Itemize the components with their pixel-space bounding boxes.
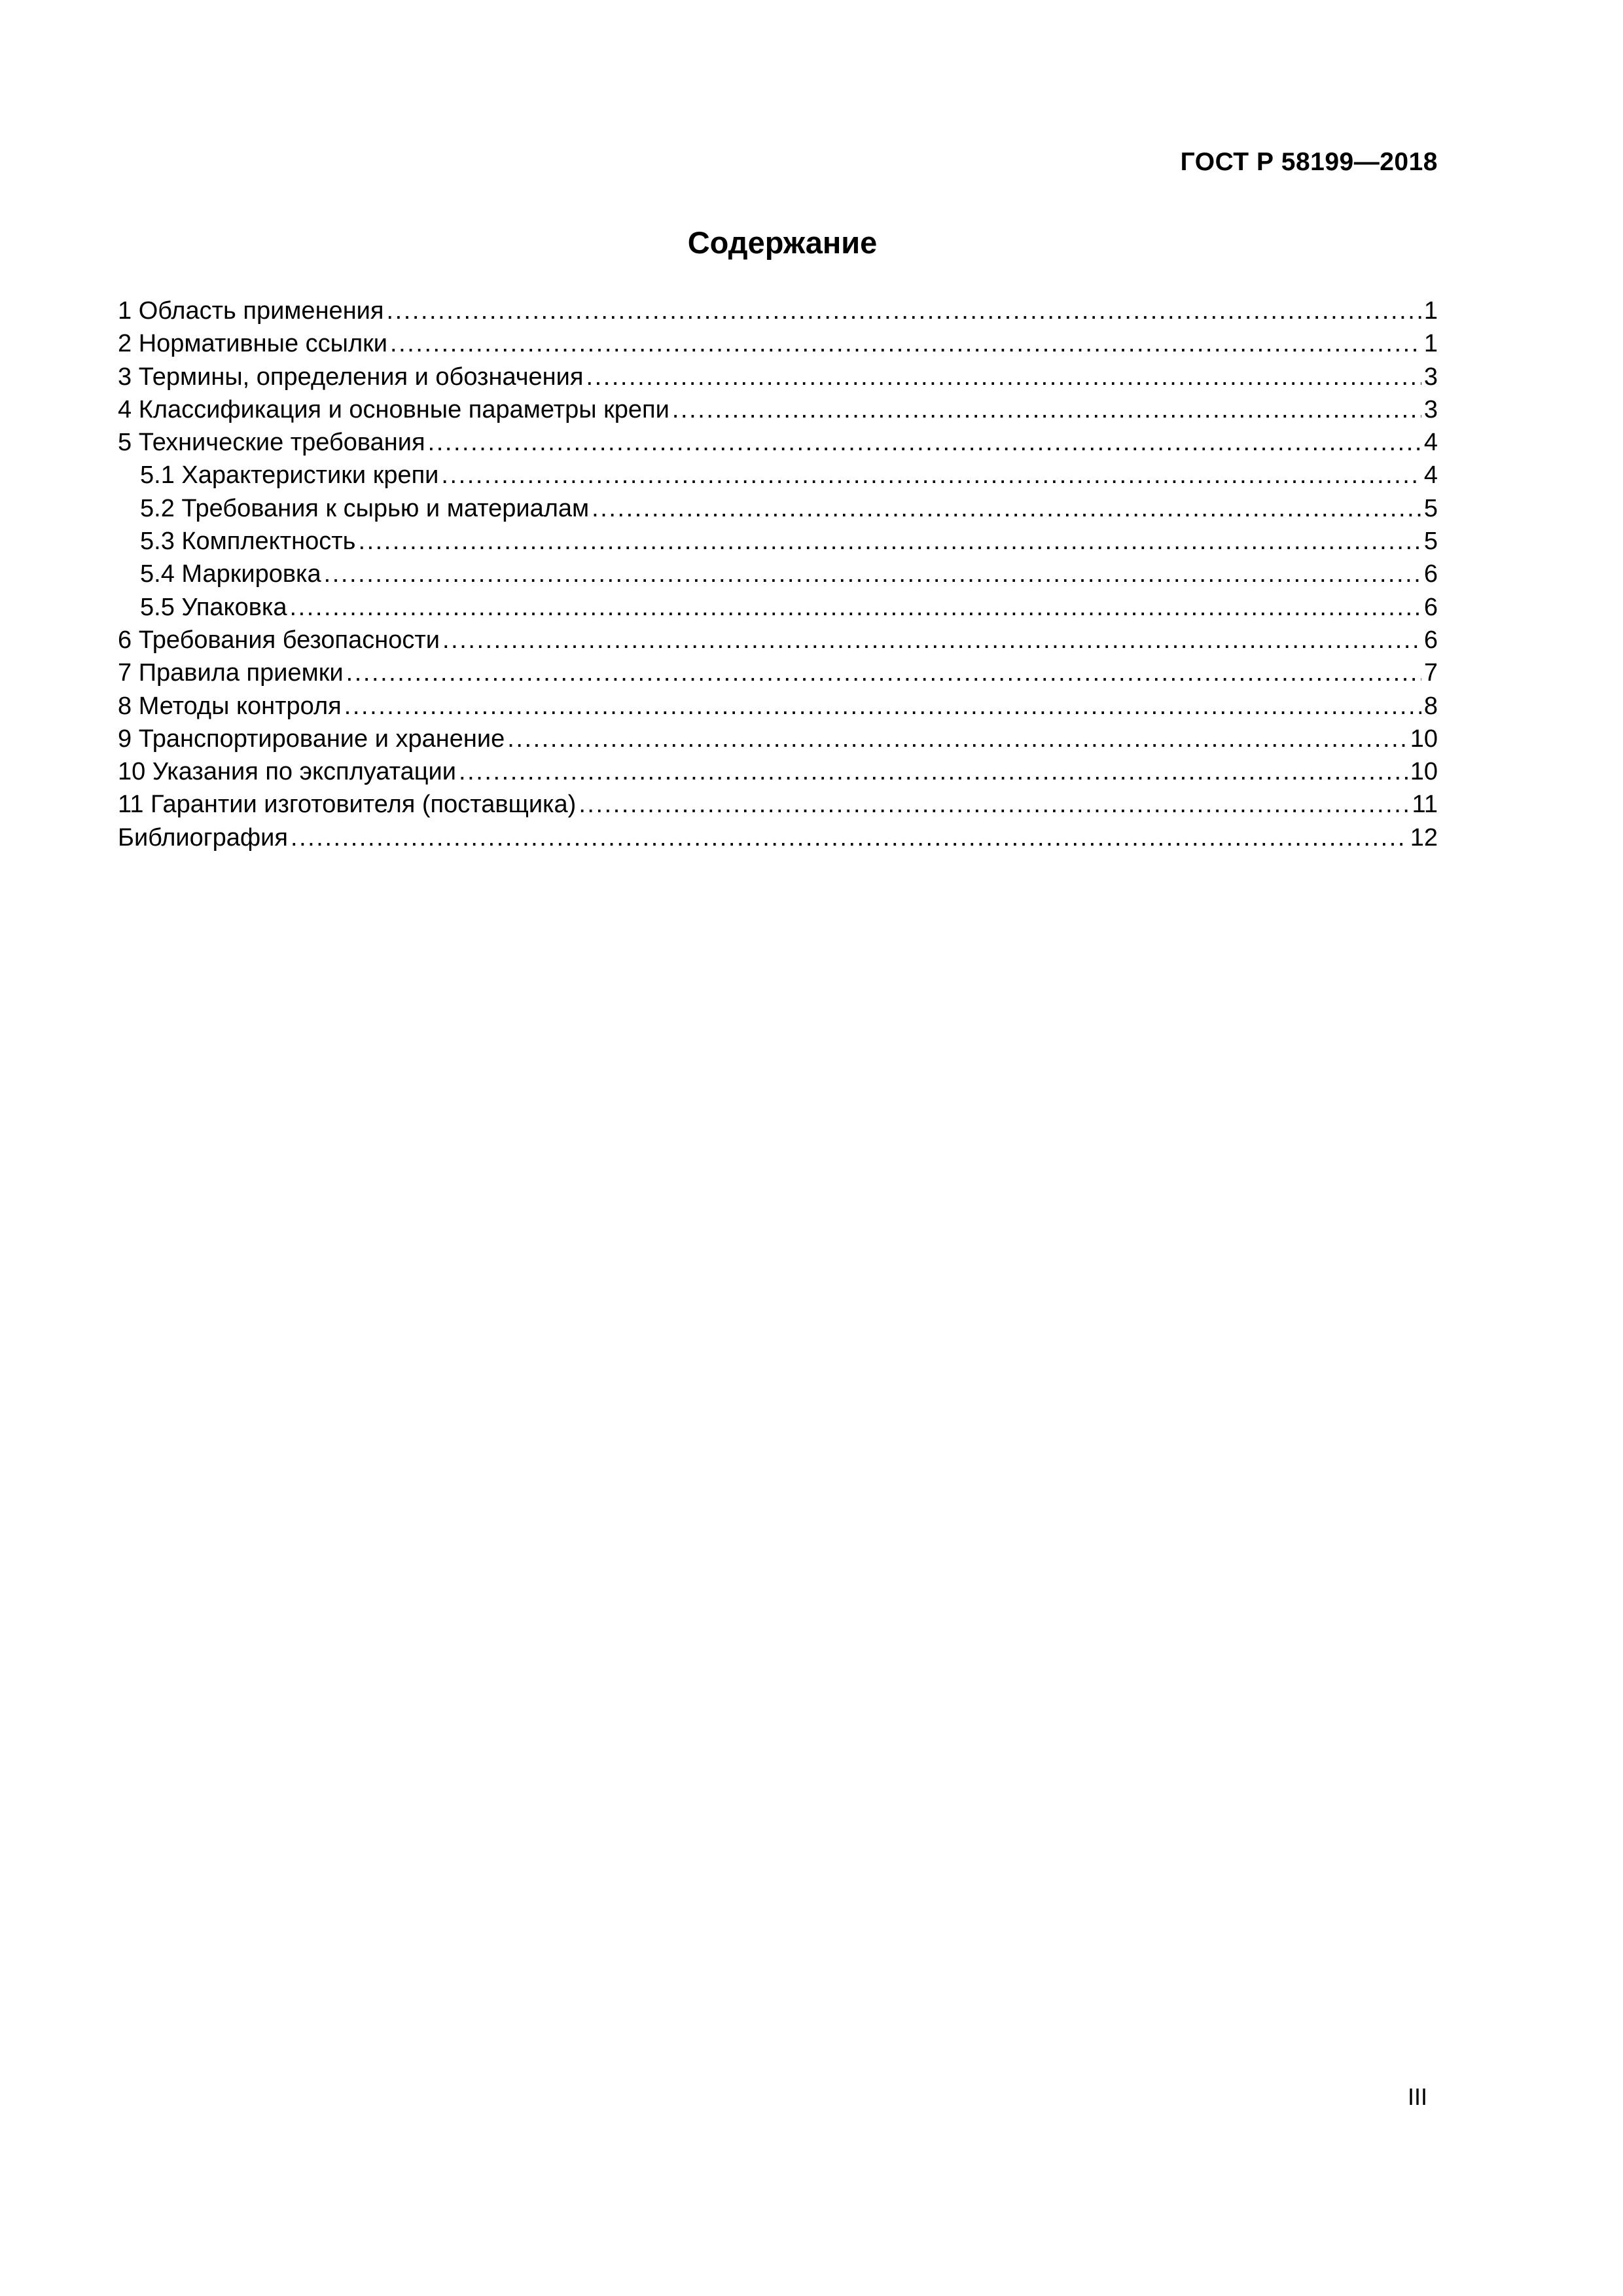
toc-subentry[interactable] (118, 558, 1438, 590)
toc-entry-label: 5.3 Комплектность (140, 528, 356, 556)
toc-entry-label: Библиография (118, 823, 288, 852)
toc-entry-label: 8 Методы контроля (118, 692, 342, 720)
dot-leader (291, 821, 1408, 854)
toc-entry-label: 5.5 Упаковка (140, 593, 287, 621)
dot-leader (507, 723, 1407, 755)
table-of-contents (118, 295, 1438, 854)
toc-entry-label: 5 Технические требования (118, 429, 425, 457)
toc-entry-page: 1 (1423, 330, 1438, 358)
document-code: ГОСТ Р 58199—2018 (1180, 148, 1438, 176)
toc-entry-page: 6 (1423, 593, 1438, 621)
toc-subentry[interactable] (118, 459, 1438, 492)
dot-leader (579, 788, 1409, 821)
dot-leader (344, 690, 1421, 723)
toc-entry-label: 4 Классификация и основные параметры крепи (118, 395, 669, 423)
toc-subentry[interactable] (118, 591, 1438, 624)
dot-leader (346, 656, 1421, 689)
toc-title: Содержание (687, 225, 878, 260)
toc-entry-page: 8 (1423, 692, 1438, 720)
toc-entry-label: 5.4 Маркировка (140, 560, 321, 588)
dot-leader (441, 459, 1421, 492)
dot-leader (442, 624, 1421, 656)
toc-entry-page: 10 (1410, 758, 1438, 786)
toc-entry[interactable] (118, 656, 1438, 689)
dot-leader (386, 295, 1421, 327)
toc-entry-page: 5 (1423, 528, 1438, 556)
toc-entry-page: 5 (1423, 494, 1438, 522)
dot-leader (428, 426, 1421, 459)
toc-subentry[interactable] (118, 525, 1438, 558)
toc-entry-page: 6 (1423, 626, 1438, 654)
toc-entry-label: 5.1 Характеристики крепи (140, 461, 439, 490)
toc-entry[interactable] (118, 327, 1438, 360)
toc-entry-label: 10 Указания по эксплуатации (118, 758, 456, 786)
dot-leader (459, 755, 1408, 788)
toc-entry[interactable] (118, 788, 1438, 821)
toc-entry-page: 4 (1423, 429, 1438, 457)
dot-leader (290, 591, 1421, 624)
toc-entry-label: 6 Требования безопасности (118, 626, 440, 654)
toc-entry[interactable] (118, 295, 1438, 327)
toc-entry[interactable] (118, 426, 1438, 459)
toc-entry[interactable] (118, 690, 1438, 723)
toc-entry[interactable] (118, 624, 1438, 656)
toc-subentry[interactable] (118, 492, 1438, 525)
toc-entry-label: 7 Правила приемки (118, 659, 344, 687)
dot-leader (358, 525, 1421, 558)
toc-entry-page: 11 (1412, 791, 1438, 819)
toc-entry[interactable] (118, 723, 1438, 755)
toc-entry-page: 6 (1423, 560, 1438, 588)
page-number: III (1407, 2083, 1427, 2110)
toc-entry-label: 3 Термины, определения и обозначения (118, 363, 584, 391)
dot-leader (672, 393, 1421, 426)
toc-entry-page: 12 (1410, 823, 1438, 852)
toc-entry-page: 10 (1410, 725, 1438, 753)
toc-entry[interactable] (118, 755, 1438, 788)
toc-entry-label: 1 Область применения (118, 297, 384, 325)
dot-leader (586, 361, 1421, 393)
toc-entry[interactable] (118, 361, 1438, 393)
dot-leader (324, 558, 1421, 590)
toc-entry-label: 11 Гарантии изготовителя (поставщика) (118, 791, 577, 819)
toc-entry-page: 7 (1423, 659, 1438, 687)
toc-entry-page: 3 (1423, 395, 1438, 423)
dot-leader (592, 492, 1421, 525)
toc-entry-label: 9 Транспортирование и хранение (118, 725, 505, 753)
toc-entry-page: 3 (1423, 363, 1438, 391)
toc-entry-label: 2 Нормативные ссылки (118, 330, 387, 358)
toc-entry[interactable] (118, 821, 1438, 854)
toc-entry-label: 5.2 Требования к сырью и материалам (140, 494, 590, 522)
dot-leader (390, 327, 1421, 360)
toc-entry[interactable] (118, 393, 1438, 426)
toc-entry-page: 4 (1423, 461, 1438, 490)
toc-entry-page: 1 (1423, 297, 1438, 325)
